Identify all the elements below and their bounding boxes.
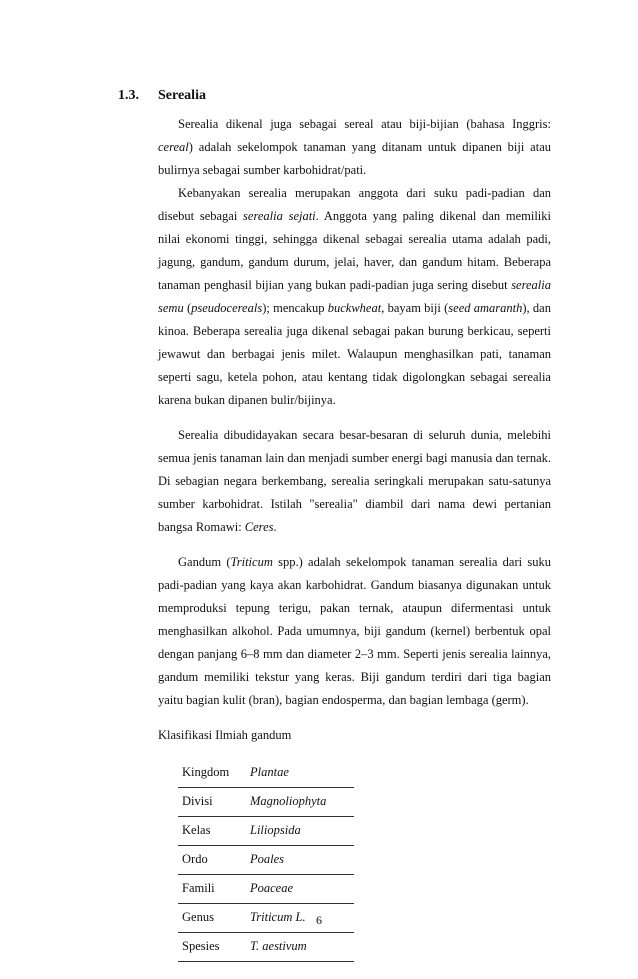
- paragraph-2: [158, 182, 551, 412]
- text-run: Serealia dikenal juga sebagai sereal atau biji-bijian (bahasa Inggris:: [178, 117, 551, 131]
- taxon-name: Poaceae: [246, 875, 354, 904]
- text-run: cereal: [158, 140, 189, 154]
- text-run: ); mencakup: [262, 301, 328, 315]
- text-run: seed amaranth: [448, 301, 523, 315]
- classification-row: [178, 817, 354, 846]
- taxon-name: Plantae: [246, 759, 354, 788]
- text-run: pseudocereals: [191, 301, 263, 315]
- classification-caption: Klasifikasi Ilmiah gandum: [158, 728, 292, 742]
- taxon-rank: Ordo: [178, 846, 246, 875]
- taxon-name: T. aestivum: [246, 933, 354, 962]
- text-run: ), dan kinoa. Beberapa serealia juga dikenal sebagai pakan burung berkicau, seperti jewawut dan berbagai jenis milet. Walaupun menghasilkan pati, tanaman seperti sagu, ketela pohon, atau kentang tidak digolongkan sebagai serealia karena bukan dipanen bulir/bijinya.: [158, 301, 551, 407]
- text-run: buckwheat: [327, 301, 382, 315]
- text-run: ) adalah sekelompok tanaman yang ditanam untuk dipanen biji atau bulirnya sebagai sumber karbohidrat/pati.: [158, 140, 551, 177]
- text-run: Triticum: [230, 555, 273, 569]
- text-run: Ceres: [244, 520, 274, 534]
- classification-row: [178, 875, 354, 904]
- paragraph-1: [158, 113, 551, 182]
- taxon-rank: Spesies: [178, 933, 246, 962]
- section-heading: [118, 88, 206, 104]
- paragraph-3: [158, 424, 551, 539]
- taxon-rank: Divisi: [178, 788, 246, 817]
- section-number: 1.3.: [118, 88, 139, 103]
- classification-row: [178, 933, 354, 962]
- text-run: .: [273, 520, 277, 534]
- classification-row: [178, 846, 354, 875]
- taxon-rank: Kingdom: [178, 759, 246, 788]
- section-title: Serealia: [158, 88, 206, 103]
- classification-table: [178, 759, 354, 962]
- text-run: serealia semu: [158, 278, 551, 315]
- text-run: (: [183, 301, 192, 315]
- taxon-name: Triticum L.: [246, 904, 354, 933]
- text-run: Gandum (: [178, 555, 231, 569]
- taxon-rank: Famili: [178, 875, 246, 904]
- text-run: serealia sejati: [243, 209, 316, 223]
- page-number: 6: [316, 913, 322, 927]
- taxon-rank: Genus: [178, 904, 246, 933]
- taxon-name: Liliopsida: [246, 817, 354, 846]
- taxon-name: Magnoliophyta: [246, 788, 354, 817]
- taxon-name: Poales: [246, 846, 354, 875]
- text-run: spp.) adalah sekelompok tanaman serealia dari suku padi-padian yang kaya akan karbohidrat. Gandum biasanya digunakan untuk memproduksi tepung terigu, pakan ternak, ataupun difermentasi untuk menghasilkan alkohol. Pada umumnya, biji gandum (kernel) berbentuk opal dengan panjang 6–8 mm dan diameter 2–3 mm. Seperti jenis serealia lainnya, gandum memiliki tekstur yang keras. Biji gandum terdiri dari tiga bagian yaitu bagian kulit (bran), bagian endosperma, dan bagian lembaga (germ).: [158, 555, 551, 707]
- text-run: Kebanyakan serealia merupakan anggota dari suku padi-padian dan disebut sebagai: [158, 186, 551, 223]
- text-run: , bayam biji (: [381, 301, 449, 315]
- classification-row: [178, 759, 354, 788]
- paragraph-4: [158, 551, 551, 712]
- text-run: . Anggota yang paling dikenal dan memiliki nilai ekonomi tinggi, sehingga dikenal sebagai serealia utama adalah padi, jagung, gandum, gandum durum, jelai, haver, dan gandum hitam. Beberapa tanaman penghasil bijian yang bukan padi-padian juga sering disebut: [158, 209, 552, 292]
- text-run: Serealia dibudidayakan secara besar-besaran di seluruh dunia, melebihi semua jenis tanaman lain dan menjadi sumber energi bagi manusia dan ternak. Di sebagian negara berkembang, serealia seringkali merupakan satu-satunya sumber karbohidrat. Istilah "serealia" diambil dari nama dewi pertanian bangsa Romawi:: [158, 428, 551, 534]
- taxon-rank: Kelas: [178, 817, 246, 846]
- document-body: [158, 113, 551, 962]
- classification-row: [178, 788, 354, 817]
